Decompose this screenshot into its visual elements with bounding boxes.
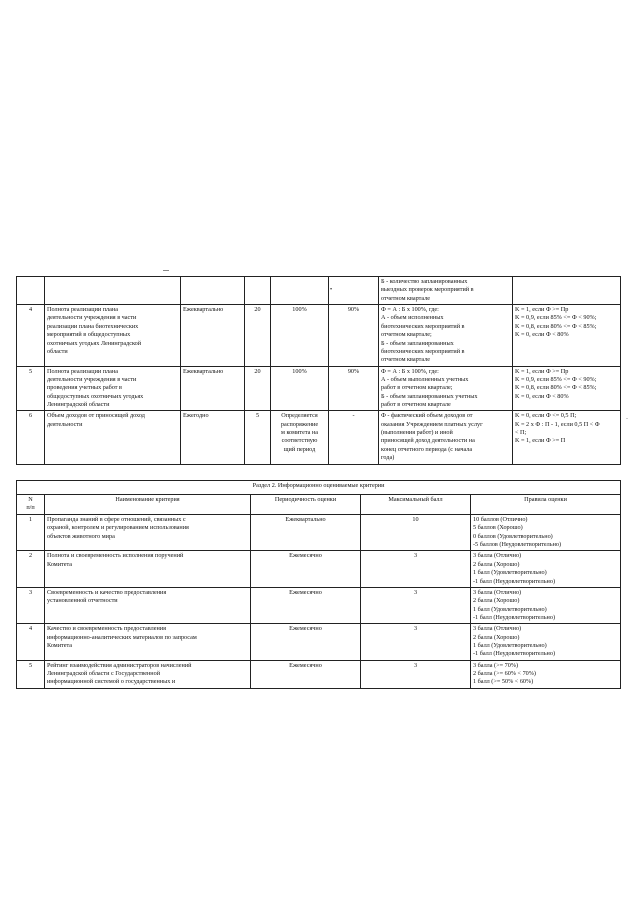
period-cell: Ежемесячно [251, 551, 361, 587]
section-title: Раздел 2. Информационно оцениваемые критерии [17, 481, 621, 495]
rule-cell: K = 0, если Ф <= 0,5 П; K = 2 x Ф : П - 1, если 0,5 П < Ф < П; K = 1, если Ф >= П [513, 411, 621, 464]
max-score-cell: 10 [361, 515, 471, 551]
rules-cell: 10 баллов (Отлично) 5 баллов (Хорошо) 0 баллов (Удовлетворительно) -5 баллов (Неудовлетворительно) [471, 515, 621, 551]
target-cell: 100% [271, 305, 329, 367]
header-max-score: Максимальный балл [361, 495, 471, 515]
table-row [17, 624, 621, 660]
scan-mark [163, 270, 169, 271]
formula-cell: Б - количество запланированных выездных проверок мероприятий в отчетном квартале [379, 277, 513, 305]
target-cell: 100% [271, 366, 329, 411]
period-cell: Ежегодно [181, 411, 245, 464]
target-cell: Определяется распоряжение м комитета на соответствую щий период [271, 411, 329, 464]
rules-cell: 3 балла (Отлично) 2 балла (Хорошо) 1 балл (Удовлетворительно) -1 балл (Неудовлетворительно) [471, 624, 621, 660]
header-number: N п/п [17, 495, 45, 515]
table-row [17, 366, 621, 411]
max-score-cell: 20 [245, 366, 271, 411]
max-score-cell: 3 [361, 587, 471, 623]
header-rules: Правила оценки [471, 495, 621, 515]
threshold-cell: 90% [329, 305, 379, 367]
rule-cell: K = 1, если Ф >= Пр K = 0,9, если 85% <= Ф < 90%; K = 0,8, если 80% <= Ф < 85%; K = 0, если Ф < 80% [513, 305, 621, 367]
rules-cell: 3 балла (>= 70%) 2 балла (>= 60% < 70%) 1 балл (>= 50% < 60%) [471, 660, 621, 688]
criterion-name: Полнота реализации плана деятельности учреждения в части проведения учетных работ в общедоступных охотничьих угодьях Ленинградской области [45, 366, 181, 411]
table-row [17, 660, 621, 688]
period-cell: Ежемесячно [251, 624, 361, 660]
rule-cell: K = 1, если Ф >= Пр K = 0,9, если 85% <= Ф < 90%; K = 0,8, если 80% <= Ф < 85%; K = 0, если Ф < 80% [513, 366, 621, 411]
section-title-row [17, 481, 621, 495]
row-number: 4 [17, 305, 45, 367]
period-cell: Ежемесячно [251, 660, 361, 688]
max-score-cell: 3 [361, 551, 471, 587]
max-score-cell: 20 [245, 305, 271, 367]
criterion-name: Рейтинг взаимодействия администраторов начислений Ленинградской области с Государственной информационной системой о государственных и [45, 660, 251, 688]
table-row-continuation [17, 277, 621, 305]
row-number: 4 [17, 624, 45, 660]
period-cell: Ежемесячно [251, 587, 361, 623]
rules-cell: 3 балла (Отлично) 2 балла (Хорошо) 1 балл (Удовлетворительно) -1 балл (Неудовлетворительно) [471, 587, 621, 623]
formula-cell: Ф - фактический объем доходов от оказания Учреждением платных услуг (выполнения работ) и иной приносящей доход деятельности на конец отчетного периода (с начала года) [379, 411, 513, 464]
criterion-name: Полнота и своевременность исполнения поручений Комитета [45, 551, 251, 587]
row-number: 6 [17, 411, 45, 464]
formula-cell: Ф = А : Б x 100%, где: А - объем выполненных учетных работ в отчетном квартале; Б - объем запланированных учетных работ в отчетном квартале [379, 366, 513, 411]
criteria-table-section2 [16, 480, 621, 689]
row-number: 1 [17, 515, 45, 551]
table-row [17, 305, 621, 367]
table-header-row [17, 495, 621, 515]
criterion-name: Полнота реализации плана деятельности учреждения в части реализации плана биотехнических мероприятий в общедоступных охотничьих угодьях Ленинградской области [45, 305, 181, 367]
criterion-name: Качество и своевременность предоставления информационно-аналитических материалов по запросам Комитета [45, 624, 251, 660]
row-number: 5 [17, 366, 45, 411]
criterion-name: Своевременность и качество предоставления установленной отчетности [45, 587, 251, 623]
table-row [17, 411, 621, 464]
row-number: 3 [17, 587, 45, 623]
row-number: 5 [17, 660, 45, 688]
criteria-table-section1 [16, 276, 621, 465]
max-score-cell: 3 [361, 660, 471, 688]
criterion-name: Объем доходов от приносящей доход деятельности [45, 411, 181, 464]
header-name: Наименование критерия [45, 495, 251, 515]
max-score-cell: 5 [245, 411, 271, 464]
scan-mark-right: - [626, 416, 628, 422]
period-cell: Ежеквартально [181, 366, 245, 411]
threshold-cell: - [329, 411, 379, 464]
table-row [17, 515, 621, 551]
formula-cell: Ф = А : Б x 100%, где: А - объем исполненных биотехнических мероприятий в отчетном квартале; Б - объем запланированных биотехнических мероприятий в отчетном квартале [379, 305, 513, 367]
criterion-name: Пропаганда знаний в сфере отношений, связанных с охраной, контролем и регулированием использования объектов животного мира [45, 515, 251, 551]
row-number: 2 [17, 551, 45, 587]
header-period: Периодичность оценки [251, 495, 361, 515]
period-cell: Ежеквартально [181, 305, 245, 367]
threshold-cell: 90% [329, 366, 379, 411]
table-row [17, 587, 621, 623]
period-cell: Ежеквартально [251, 515, 361, 551]
table-row [17, 551, 621, 587]
scan-dot: • [330, 287, 333, 293]
rules-cell: 3 балла (Отлично) 2 балла (Хорошо) 1 балл (Удовлетворительно) -1 балл (Неудовлетворительно) [471, 551, 621, 587]
max-score-cell: 3 [361, 624, 471, 660]
